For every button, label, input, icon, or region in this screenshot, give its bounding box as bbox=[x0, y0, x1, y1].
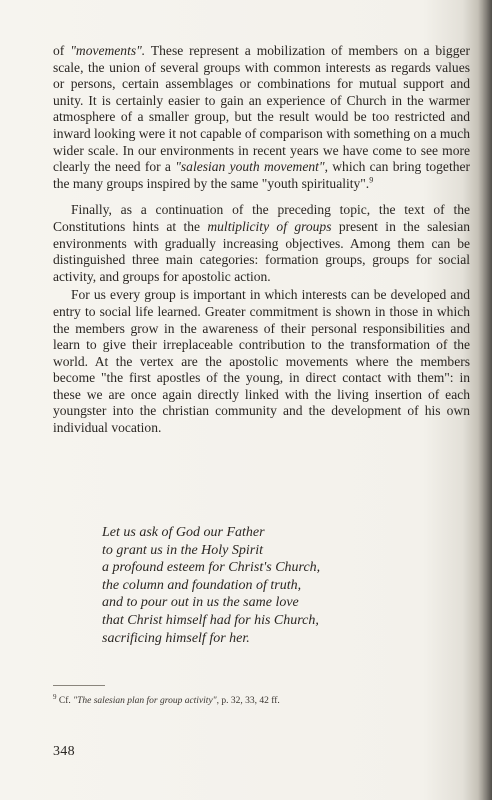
footnote-title: "The salesian plan for group activity" bbox=[73, 696, 217, 706]
italic-term: "salesian youth movement" bbox=[175, 159, 325, 175]
page-edge-shadow bbox=[478, 0, 492, 800]
paragraph-movements bbox=[53, 43, 470, 192]
italic-term: "movements". bbox=[70, 43, 146, 58]
prayer-line: the column and foundation of truth, bbox=[102, 577, 302, 593]
prayer-line: sacrificing himself for her. bbox=[102, 630, 250, 646]
body-text bbox=[53, 43, 470, 437]
footnote-rule bbox=[53, 685, 105, 686]
footnote bbox=[53, 692, 470, 707]
paragraph-multiplicity bbox=[53, 202, 470, 285]
text-run: of bbox=[53, 43, 71, 58]
prayer-verse bbox=[102, 524, 442, 647]
footnote-prefix: Cf. bbox=[56, 696, 74, 706]
prayer-line: that Christ himself had for his Church, bbox=[102, 612, 319, 628]
text-run: , which can bring together the many groups inspired by the same "youth spirituality". bbox=[53, 159, 471, 191]
paragraph-every-group: For us every group is important in which interests can be developed and entry to social life learned. Greater commitment is shown in those in which the members grow in the awareness of their personal responsibilities and learn to give their irreplaceable contribution to the transformation of the world. At the vertex are the apostolic movements where the members become "the first apostles of the young, in direct contact with them": in these we are once again directly linked with the living insertion of each youngster into the christian community and the development of his own individual vocation. bbox=[53, 287, 470, 436]
footnote-number: 9 bbox=[53, 692, 57, 701]
page-number: 348 bbox=[53, 744, 75, 759]
prayer-line: to grant us in the Holy Spirit bbox=[102, 542, 263, 558]
prayer-line: a profound esteem for Christ's Church, bbox=[102, 560, 321, 576]
prayer-line: and to pour out in us the same love bbox=[102, 595, 299, 611]
footnote-suffix: , p. 32, 33, 42 ff. bbox=[216, 696, 280, 706]
text-run: These represent a mobilization of members on a bigger scale, the union of several groups with common interests as regards values or persons, certain assemblages or combinations for mutual support and unity. It is certainly easier to gain an experience of Church in the warmer atmosphere of a smaller group, but the result would be too restricted and inward looking were it not capable of comparison with something on a much wider scale. In our environments in recent years we have come to see more clearly the need for a bbox=[53, 43, 471, 175]
footnote-marker: 9 bbox=[369, 175, 374, 185]
italic-term: multiplicity of groups bbox=[207, 218, 332, 234]
text-run: present in the salesian environments with gradually increasing objectives. Among them can be distinguished three main categories: formation groups, groups for social activity, and groups for apostolic action. bbox=[53, 218, 470, 284]
prayer-line: Let us ask of God our Father bbox=[102, 525, 265, 540]
text-run: Finally, as a continuation of the preceding topic, the text of the Constitutions hints at the bbox=[53, 202, 470, 234]
